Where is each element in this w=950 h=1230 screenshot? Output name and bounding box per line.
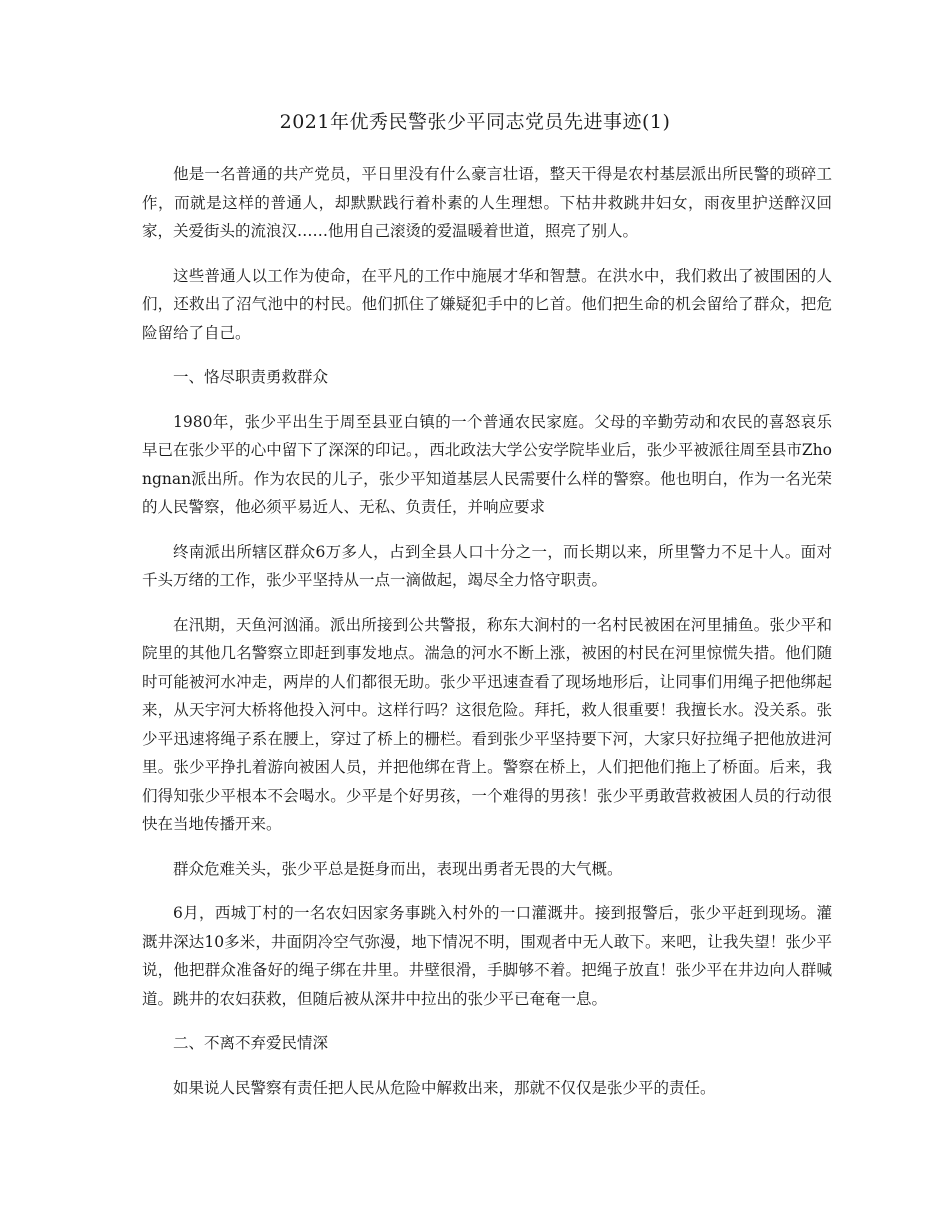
paragraph: 他是一名普通的共产党员，平日里没有什么豪言壮语，整天干得是农村基层派出所民警的琐碎工作，而就是这样的普通人，却默默践行着朴素的人生理想。下枯井救跳井妇女，雨夜里护送醉汉回家，关爱街头的流浪汉……他用自己滚烫的爱温暖着世道，照亮了别人。 [142,165,832,240]
paragraph: 群众危难关头，张少平总是挺身而出，表现出勇者无畏的大气概。 [173,859,623,878]
paragraph: 这些普通人以工作为使命，在平凡的工作中施展才华和智慧。在洪水中，我们救出了被围困的人们，还救出了沼气池中的村民。他们抓住了嫌疑犯手中的匕首。他们把生命的机会留给了群众，把危险留给了自己。 [142,266,832,342]
paragraph: 在汛期，天鱼河汹涌。派出所接到公共警报，称东大涧村的一名村民被困在河里捕鱼。张少平和院里的其他几名警察立即赶到事发地点。湍急的河水不断上涨，被困的村民在河里惊慌失措。他们随时可能被河水冲走，两岸的人们都很无助。张少平迅速查看了现场地形后，让同事们用绳子把他绑起来，从天宇河大桥将他投入河中。这样行吗？这很危险。拜托，救人很重要！我擅长水。没关系。张少平迅速将绳子系在腰上，穿过了桥上的栅栏。看到张少平坚持要下河，大家只好拉绳子把他放进河里。张少平挣扎着游向被困人员，并把他绑在背上。警察在桥上，人们把他们拖上了桥面。后来，我们得知张少平根本不会喝水。少平是个好男孩，一个难得的男孩！张少平勇敢营救被困人员的行动很快在当地传播开来。 [142,615,832,833]
document-title: 2021年优秀民警张少平同志党员先进事迹(1) [279,111,671,133]
paragraph: 如果说人民警察有责任把人民从危险中解救出来，那就不仅仅是张少平的责任。 [173,1078,716,1097]
paragraph: 6月，西城丁村的一名农妇因家务事跳入村外的一口灌溉井。接到报警后，张少平赶到现场。灌溉井深达10多米，井面阴冷空气弥漫，地下情况不明，围观者中无人敢下。来吧，让我失望！张少平说，他把群众准备好的绳子绑在井里。井壁很滑，手脚够不着。把绳子放直！张少平在井边向人群喊道。跳井的农妇获救，但随后被从深井中拉出的张少平已奄奄一息。 [142,904,832,1008]
section-heading: 二、不离不弃爱民情深 [173,1034,329,1052]
paragraph: 1980年，张少平出生于周至县亚白镇的一个普通农民家庭。父母的辛勤劳动和农民的喜怒哀乐早已在张少平的心中留下了深深的印记。，西北政法大学公安学院毕业后，张少平被派往周至县市Zhongnan派出所。作为农民的儿子，张少平知道基层人民需要什么样的警察。他也明白，作为一名光荣的人民警察，他必须平易近人、无私、负责任，并响应要求 [142,412,832,516]
section-heading: 一、恪尽职责勇救群众 [173,368,329,386]
document-body [142,160,832,1118]
paragraph: 终南派出所辖区群众6万多人，占到全县人口十分之一，而长期以来，所里警力不足十人。面对千头万绪的工作，张少平坚持从一点一滴做起，竭尽全力恪守职责。 [142,542,832,589]
